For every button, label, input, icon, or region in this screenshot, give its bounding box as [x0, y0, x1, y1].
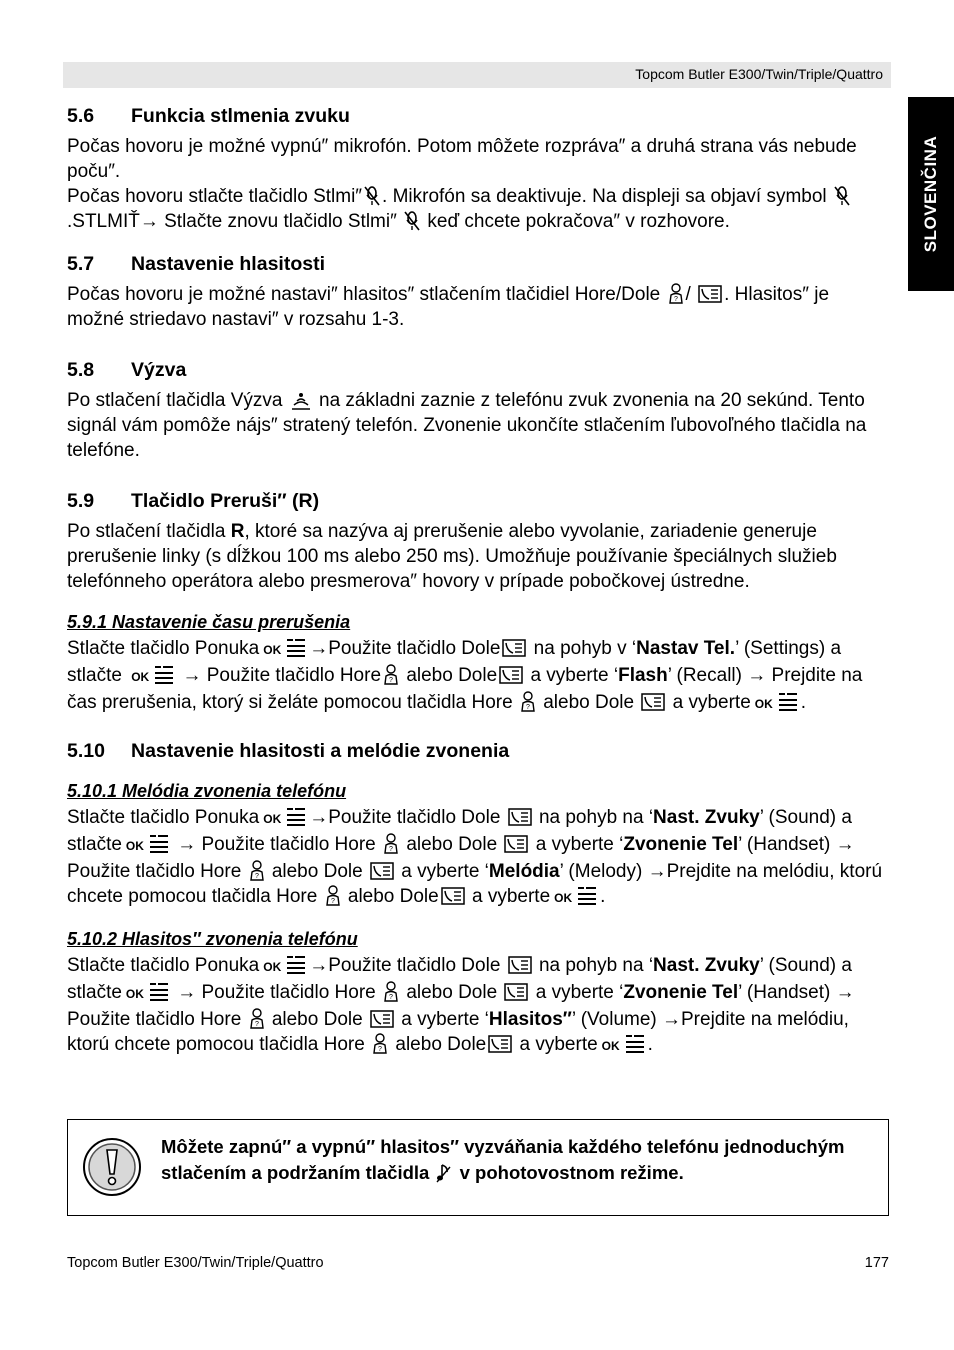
down-key-icon [508, 807, 532, 827]
menu-icon [285, 637, 307, 658]
up-key-icon [372, 1033, 388, 1054]
text: na pohyb na ‘ [538, 955, 654, 976]
section-5-9 [67, 489, 889, 717]
menu-icon [153, 664, 175, 685]
text: → Použite tlačidlo Hore [177, 834, 376, 855]
ok-label: OK [554, 891, 573, 905]
section-5-10 [67, 739, 889, 1059]
section-heading [67, 489, 889, 513]
text: Počas hovoru stlačte tlačidlo Stlmi″ [67, 186, 363, 207]
language-tab-label: SLOVENČINA [921, 135, 940, 253]
menu-icon [624, 1033, 646, 1054]
menu-icon [777, 691, 799, 712]
ok-label: OK [125, 839, 144, 853]
up-key-icon [383, 981, 399, 1002]
bold-text: Melódia [488, 861, 560, 882]
up-key-icon [325, 885, 341, 906]
main-content [67, 104, 889, 1073]
bold-text: R [230, 521, 245, 542]
text: alebo Dole [271, 1009, 363, 1030]
text: . [800, 692, 807, 713]
text: alebo Dole [406, 834, 498, 855]
header-title: Topcom Butler E300/Twin/Triple/Quattro [635, 66, 883, 82]
text: ’ (Settings) a stlačte [67, 638, 842, 686]
down-key-icon [641, 692, 665, 712]
down-key-icon [504, 834, 528, 854]
bold-text: Zvonenie Tel [623, 834, 739, 855]
section-title: Tlačidlo Preruši″ (R) [131, 490, 320, 512]
menu-icon [576, 885, 598, 906]
mute-icon [364, 186, 380, 206]
text: → Použite tlačidlo Hore [177, 982, 376, 1003]
paragraph [67, 805, 889, 911]
text: → Použite tlačidlo Hore [182, 665, 382, 686]
ok-label: OK [263, 643, 282, 657]
ok-label: OK [263, 960, 282, 974]
down-key-icon [441, 886, 465, 906]
text: a vyberte ‘ [401, 861, 489, 882]
section-number: 5.9 [67, 490, 95, 512]
paragraph [67, 519, 889, 594]
paragraph [67, 184, 889, 234]
section-number: 5.7 [67, 253, 95, 275]
section-title: Funkcia stlmenia zvuku [131, 105, 350, 127]
up-key-icon [520, 691, 536, 712]
down-key-icon [370, 1009, 394, 1029]
text: alebo Dole [406, 665, 498, 686]
section-5-6 [67, 104, 889, 234]
text: Stlačte tlačidlo Ponuka [67, 807, 260, 828]
text: , ktoré sa nazýva aj prerušenie alebo vyvolanie, zariadenie generuje prerušenie linky (s dĺžkou 100 ms alebo 250 ms). Umožňuje používanie špeciálnych služieb telefónneho operátora alebo presmerova″ hovory v prípade pobočkovej ústredne. [67, 521, 837, 592]
text: →Použite tlačidlo Dole [309, 807, 501, 828]
ringer-off-icon [436, 1163, 452, 1183]
mute-icon [404, 211, 420, 231]
text: ’ (Handset) → Použite tlačidlo Hore [67, 834, 855, 882]
section-title: Výzva [131, 359, 187, 381]
paragraph [67, 953, 889, 1059]
section-heading [67, 358, 889, 382]
note-text-part: Môžete zapnú″ a vypnú″ hlasitos″ vyzváňania každého telefónu jednoduchým stlačením a podržaním tlačidla [161, 1136, 845, 1183]
text: na pohyb na ‘ [538, 807, 654, 828]
subsection-title: 5.10.1 Melódia zvonenia telefónu [67, 781, 347, 801]
text: ’ (Sound) a stlačte [67, 955, 852, 1003]
text: / [685, 284, 691, 305]
footer-title: Topcom Butler E300/Twin/Triple/Quattro [67, 1255, 324, 1271]
paragraph: Počas hovoru je možné vypnú″ mikrofón. Potom môžete rozpráva″ a druhá strana vás nebude poču″. [67, 136, 857, 182]
ok-label: OK [125, 987, 144, 1001]
text: ’ (Volume) →Prejdite na melódiu, ktorú chcete pomocou tlačidla Hore [67, 1009, 849, 1055]
text: . [600, 886, 606, 907]
paging-icon [290, 389, 312, 410]
text: Počas hovoru je možné nastavi″ hlasitos″ stlačením tlačidiel Hore/Dole [67, 284, 661, 305]
text: alebo Dole [406, 982, 498, 1003]
paragraph [67, 388, 889, 463]
text: ’ (Melody) →Prejdite na melódiu, ktorú chcete pomocou tlačidla Hore [67, 861, 883, 907]
paragraph [67, 282, 889, 332]
text: keď chcete pokračova″ v rozhovore. [427, 211, 730, 232]
text: . [647, 1034, 653, 1055]
ok-label: OK [601, 1039, 620, 1053]
text: na základni zaznie z telefónu zvuk zvonenia na 20 sekúnd. Tento signál vám pomôže nájs″ stratený telefón. Zvonenie ukončíte stlačením ľubovoľného tlačidla na telefóne. [67, 390, 867, 461]
up-key-icon [383, 664, 399, 685]
up-key-icon [249, 1008, 265, 1029]
text: →Použite tlačidlo Dole [309, 638, 501, 659]
paragraph [67, 636, 889, 717]
section-number: 5.6 [67, 105, 95, 127]
section-heading [67, 104, 889, 128]
text: a vyberte ‘ [401, 1009, 489, 1030]
page-header [63, 62, 891, 88]
subsection-title: 5.10.2 Hlasitos″ zvonenia telefónu [67, 929, 358, 949]
text: a vyberte ‘ [530, 665, 619, 686]
menu-icon [148, 981, 170, 1002]
ok-label: OK [263, 812, 282, 826]
page-number: 177 [864, 1255, 889, 1271]
bold-text: Hlasitos″ [488, 1009, 572, 1030]
text: Po stlačení tlačidla Výzva [67, 390, 283, 411]
ok-label: OK [754, 697, 773, 711]
down-key-icon [499, 665, 523, 685]
bold-text: Zvonenie Tel [623, 982, 739, 1003]
section-title: Nastavenie hlasitosti [131, 253, 325, 275]
text: ’ (Sound) a stlačte [67, 807, 852, 855]
subsection-title: 5.9.1 Nastavenie času prerušenia [67, 612, 351, 632]
text: . Mikrofón sa deaktivuje. Na displeji sa objaví symbol [382, 186, 827, 207]
down-key-icon [698, 284, 722, 304]
menu-icon [148, 833, 170, 854]
section-number: 5.10 [67, 740, 105, 762]
text: Stlačte tlačidlo Ponuka [67, 955, 260, 976]
menu-icon [285, 954, 307, 975]
up-key-icon [668, 283, 684, 304]
text: Stlačte tlačidlo Ponuka [67, 638, 260, 659]
text: a vyberte [472, 886, 551, 907]
bold-text: Nast. Zvuky [653, 955, 760, 976]
text: a vyberte ‘ [535, 834, 624, 855]
text: . Hlasitos″ je možné striedavo nastavi″ v rozsahu 1-3. [67, 284, 830, 330]
down-key-icon [370, 861, 394, 881]
down-key-icon [508, 955, 532, 975]
section-heading [67, 739, 889, 763]
section-5-8 [67, 358, 889, 463]
text: Po stlačení tlačidla [67, 521, 226, 542]
up-key-icon [249, 860, 265, 881]
text: a vyberte [672, 692, 751, 713]
note-text-part: v pohotovostnom režime. [459, 1162, 684, 1183]
section-heading [67, 252, 889, 276]
down-key-icon [502, 638, 526, 658]
text: ’ (Recall) → Prejdite na čas prerušenia, ktorý si želáte pomocou tlačidla Hore [67, 665, 863, 713]
bold-text: Nastav Tel. [636, 638, 736, 659]
note-box [67, 1119, 889, 1216]
section-title: Nastavenie hlasitosti a melódie zvonenia [131, 740, 510, 762]
bold-text: Flash [618, 665, 668, 686]
text: alebo Dole [347, 886, 439, 907]
text: alebo Dole [543, 692, 635, 713]
language-tab [908, 97, 954, 291]
bold-text: Nast. Zvuky [653, 807, 760, 828]
text: a vyberte ‘ [535, 982, 624, 1003]
section-5-7 [67, 252, 889, 332]
text: .STLMIŤ→ Stlačte znovu tlačidlo Stlmi″ [67, 211, 397, 232]
down-key-icon [504, 982, 528, 1002]
section-number: 5.8 [67, 359, 95, 381]
text: alebo Dole [395, 1034, 487, 1055]
down-key-icon [488, 1034, 512, 1054]
text: a vyberte [519, 1034, 598, 1055]
menu-icon [285, 806, 307, 827]
text: na pohyb v ‘ [533, 638, 637, 659]
exclamation-icon [82, 1137, 142, 1197]
ok-label: OK [131, 670, 150, 684]
up-key-icon [383, 833, 399, 854]
note-text [161, 1134, 881, 1186]
text: ’ (Handset) → Použite tlačidlo Hore [67, 982, 855, 1030]
text: →Použite tlačidlo Dole [309, 955, 501, 976]
text: alebo Dole [271, 861, 363, 882]
mute-icon [834, 186, 850, 206]
